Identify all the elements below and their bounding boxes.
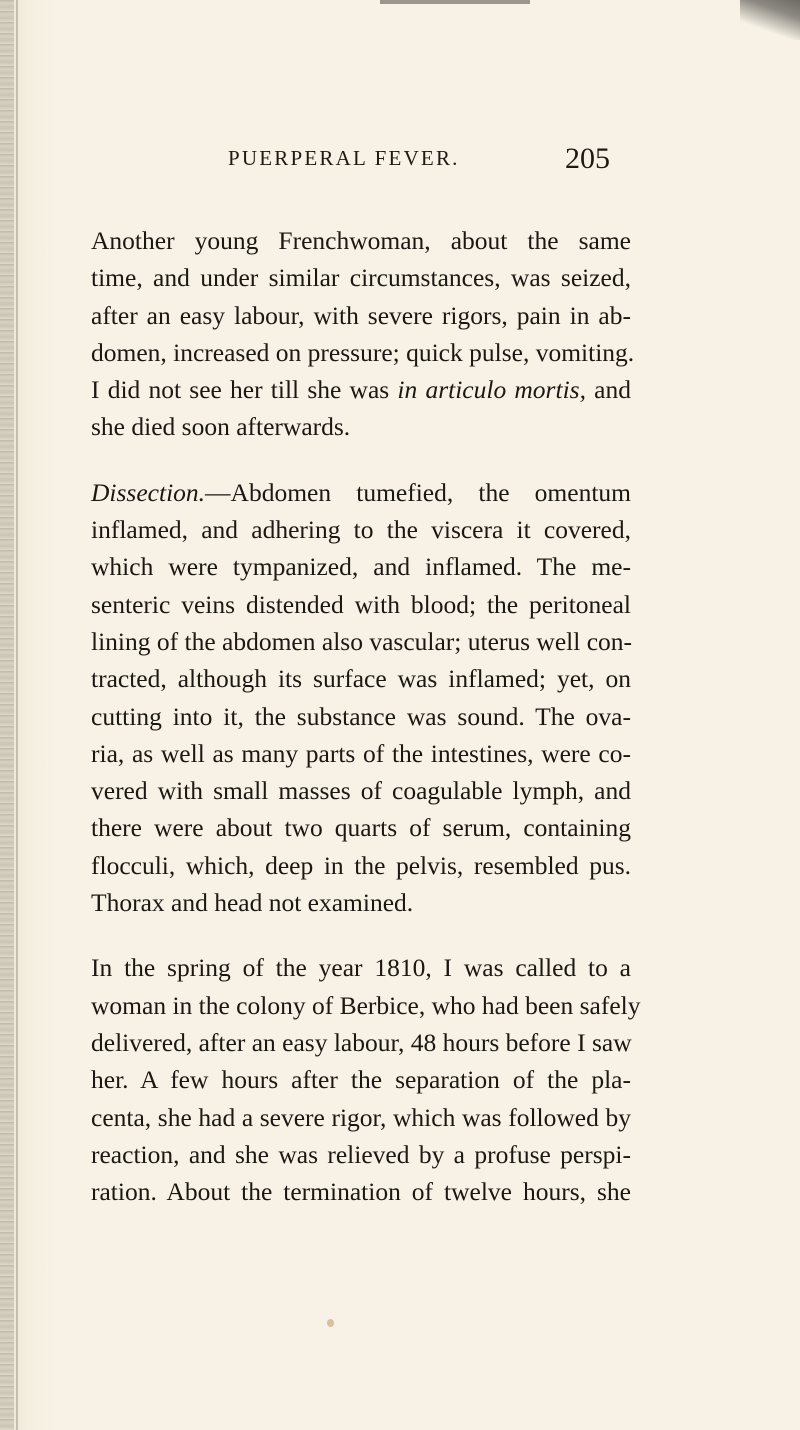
text-segment: and	[585, 375, 631, 405]
text-line: centa, she had a severe rigor, which was followed by	[91, 1102, 631, 1132]
text-line: after an easy labour, with severe rigors, pain in ab-	[91, 300, 631, 330]
paragraph-3	[66, 949, 641, 1210]
text-segment: I did not see her till she was	[91, 375, 398, 405]
text-line: flocculi, which, deep in the pelvis, resembled pus.	[91, 850, 631, 880]
page-corner-mark	[740, 0, 800, 40]
page-number: 205	[565, 142, 610, 175]
paragraph-2	[66, 474, 631, 922]
text-line	[66, 474, 631, 511]
text-line: woman in the colony of Berbice, who had been safely	[91, 990, 641, 1020]
paragraph-1	[66, 222, 635, 446]
text-line: which were tympanized, and inflamed. The me-	[91, 552, 631, 582]
gutter-shadow-line	[16, 0, 18, 1430]
text-line: lining of the abdomen also vascular; uterus well con-	[91, 626, 633, 656]
text-segment: —Abdomen tumefied, the omentum	[205, 477, 631, 507]
top-edge-smudge	[380, 0, 530, 4]
italic-phrase: in articulo mortis,	[397, 375, 586, 405]
text-line: Thorax and head not examined.	[91, 888, 414, 918]
text-line: vered with small masses of coagulable lymph, and	[91, 776, 631, 806]
running-head: PUERPERAL FEVER.	[228, 146, 460, 170]
text-line: ration. About the termination of twelve hours, she	[91, 1177, 631, 1207]
paper-speck	[327, 1319, 334, 1327]
page-header	[0, 142, 800, 176]
book-gutter	[0, 0, 14, 1430]
text-line: cutting into it, the substance was sound. The ova-	[91, 701, 631, 731]
text-line: tracted, although its surface was inflamed; yet, on	[91, 664, 631, 694]
body-text	[66, 222, 641, 1210]
text-line: reaction, and she was relieved by a profuse perspi-	[91, 1139, 631, 1169]
text-line: her. A few hours after the separation of the pla-	[91, 1065, 631, 1095]
text-line: ria, as well as many parts of the intestines, were co-	[91, 738, 631, 768]
text-line: domen, increased on pressure; quick pulse, vomiting.	[91, 337, 635, 367]
text-line: inflamed, and adhering to the viscera it covered,	[91, 515, 631, 545]
text-line: Another young Frenchwoman, about the same	[91, 226, 631, 255]
text-line: there were about two quarts of serum, containing	[91, 813, 631, 843]
text-line: In the spring of the year 1810, I was called to a	[91, 953, 631, 983]
text-line: delivered, after an easy labour, 48 hours before I saw	[91, 1027, 632, 1057]
text-line: she died soon afterwards.	[91, 412, 351, 442]
text-line: time, and under similar circumstances, was seized,	[91, 263, 631, 293]
italic-heading: Dissection.	[91, 477, 206, 507]
text-line: senteric veins distended with blood; the peritoneal	[91, 589, 631, 619]
text-line	[66, 371, 631, 408]
